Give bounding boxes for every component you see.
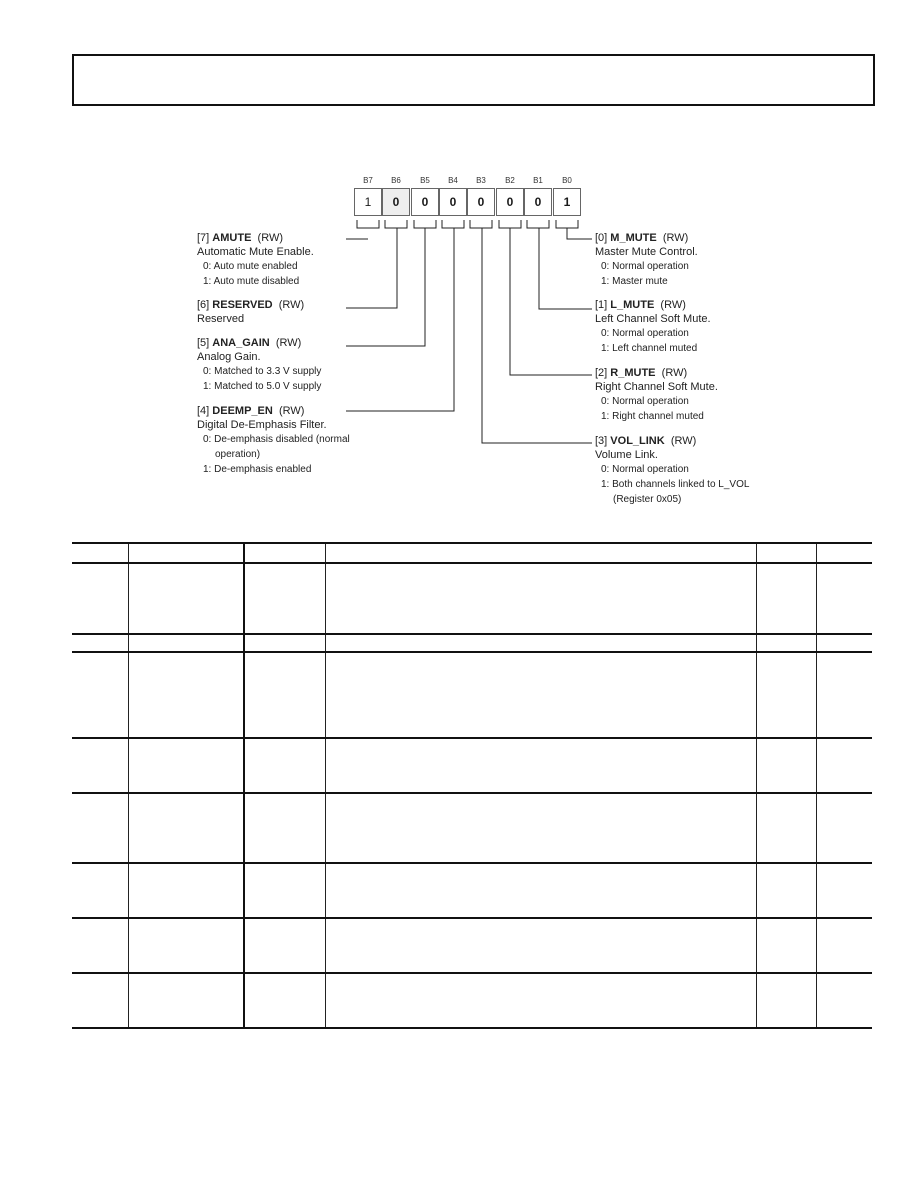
bit-cell-b4: 0 (439, 188, 467, 216)
table-row (72, 863, 872, 918)
field-desc-b3 (595, 434, 749, 507)
field-name: AMUTE (212, 232, 252, 244)
bracket-b7 (357, 220, 379, 228)
field-desc-b4 (197, 404, 350, 477)
field-access: (RW) (275, 337, 302, 349)
leader-b6 (346, 228, 397, 308)
bit-label-b1: B1 (533, 176, 543, 185)
bit-connector-lines (0, 0, 918, 560)
bit-label-b4: B4 (448, 176, 458, 185)
bit-label-b3: B3 (476, 176, 486, 185)
bracket-b0 (556, 220, 578, 228)
bit-cell-b6: 0 (382, 188, 410, 216)
field-index: [2] (595, 367, 608, 379)
field-desc-b5 (197, 336, 321, 394)
field-option: 1: Master mute (601, 276, 668, 287)
field-name: ANA_GAIN (212, 337, 270, 349)
field-option: 0: De-emphasis disabled (normal (203, 434, 350, 445)
field-access: (RW) (278, 299, 305, 311)
field-option: 1: Matched to 5.0 V supply (203, 381, 322, 392)
field-access: (RW) (661, 367, 688, 379)
field-access: (RW) (278, 405, 305, 417)
table-header-cell (128, 543, 244, 563)
field-access: (RW) (257, 232, 283, 244)
field-index: [3] (595, 435, 608, 447)
field-description: Master Mute Control. (595, 246, 698, 258)
field-description: Analog Gain. (197, 351, 261, 363)
field-option: 0: Matched to 3.3 V supply (203, 366, 322, 377)
bit-label-b2: B2 (505, 176, 515, 185)
field-description: Left Channel Soft Mute. (595, 313, 711, 325)
leader-b0 (567, 228, 592, 239)
table-row (72, 652, 872, 738)
field-name: VOL_LINK (610, 435, 665, 447)
table-row (72, 738, 872, 793)
field-option: 1: Both channels linked to L_VOL (601, 479, 750, 490)
bit-label-b0: B0 (562, 176, 572, 185)
leader-b5 (346, 228, 425, 346)
field-description: Digital De-Emphasis Filter. (197, 419, 327, 431)
table-header-cell (756, 543, 817, 563)
field-name: RESERVED (212, 299, 273, 311)
bracket-b2 (499, 220, 521, 228)
bit-label-b5: B5 (420, 176, 430, 185)
field-name: M_MUTE (610, 232, 657, 244)
bit-cell-b1: 0 (524, 188, 552, 216)
field-desc-b6 (197, 298, 304, 326)
field-option: 0: Normal operation (601, 396, 689, 407)
field-desc-b1 (595, 298, 711, 356)
field-description: Right Channel Soft Mute. (595, 381, 718, 393)
table-row (72, 973, 872, 1028)
leader-b1 (539, 228, 592, 309)
field-description: Automatic Mute Enable. (197, 246, 314, 258)
field-option: 0: Normal operation (601, 464, 689, 475)
field-option: 0: Normal operation (601, 328, 689, 339)
table-header-cell (72, 543, 128, 563)
bit-cell-b3: 0 (467, 188, 495, 216)
leader-b2 (510, 228, 592, 375)
bit-cell-b5: 0 (411, 188, 439, 216)
bit-cell-b2: 0 (496, 188, 524, 216)
table-header-cell (244, 543, 325, 563)
bracket-b6 (385, 220, 407, 228)
field-option: 0: Auto mute enabled (203, 261, 298, 272)
bit-label-b6: B6 (391, 176, 401, 185)
field-index: [6] (197, 299, 210, 311)
register-table (72, 542, 872, 1029)
table-row (72, 793, 872, 863)
field-name: DEEMP_EN (212, 405, 273, 417)
leader-b4 (346, 228, 454, 411)
field-index: [4] (197, 405, 210, 417)
field-option: 1: Right channel muted (601, 411, 704, 422)
field-name: L_MUTE (610, 299, 655, 311)
field-desc-b0 (595, 231, 698, 289)
field-option: (Register 0x05) (613, 494, 682, 505)
field-index: [7] (197, 232, 210, 244)
bracket-b4 (442, 220, 464, 228)
table-header-cell (325, 543, 756, 563)
bracket-b1 (527, 220, 549, 228)
field-index: [5] (197, 337, 210, 349)
field-index: [0] (595, 232, 608, 244)
field-access: (RW) (670, 435, 697, 447)
field-access: (RW) (660, 299, 686, 311)
field-description: Volume Link. (595, 449, 658, 461)
field-option: 1: De-emphasis enabled (203, 464, 312, 475)
field-name: R_MUTE (610, 367, 656, 379)
bit-cell-b0: 1 (553, 188, 581, 216)
table-row (72, 634, 872, 652)
field-index: [1] (595, 299, 608, 311)
bit-label-b7: B7 (363, 176, 373, 185)
field-desc-b7 (197, 231, 314, 289)
field-desc-b2 (595, 366, 718, 424)
leader-b3 (482, 228, 592, 443)
field-option: operation) (215, 449, 261, 460)
field-option: 1: Auto mute disabled (203, 276, 300, 287)
table-header-row (72, 543, 872, 563)
bracket-b3 (470, 220, 492, 228)
field-option: 1: Left channel muted (601, 343, 698, 354)
table-header-cell (817, 543, 872, 563)
table-row (72, 563, 872, 634)
field-description: Reserved (197, 313, 245, 325)
table-row (72, 918, 872, 973)
field-option: 0: Normal operation (601, 261, 689, 272)
bracket-b5 (414, 220, 436, 228)
field-access: (RW) (662, 232, 689, 244)
bit-cell-b7: 1 (354, 188, 382, 216)
